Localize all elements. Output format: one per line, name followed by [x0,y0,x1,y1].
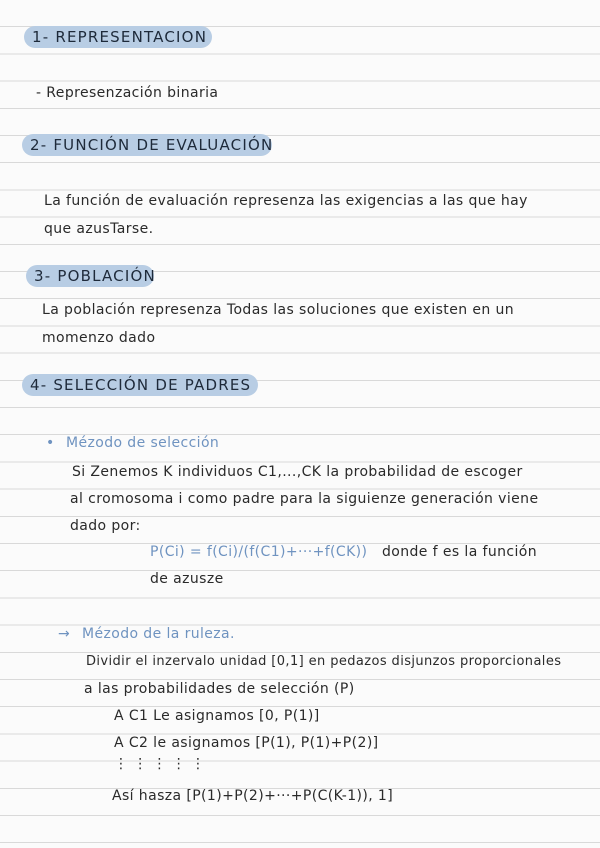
formula-tail: donde f es la función [382,544,538,560]
paragraph-1-line-1: Si Zenemos K individuos C1,...,CK la probabilidad de escoger [72,464,523,480]
assignment-row-2: A C2 le asignamos [P(1), P(1)+P(2)] [114,735,379,751]
assignment-row-1: A C1 Le asignamos [0, P(1)] [114,708,320,724]
section-1-body: - Represenzación binaria [36,85,219,101]
bullet-marker: • [46,435,55,451]
paragraph-2-line-1: Dividir el inzervalo unidad [0,1] en pedazos disjunzos proporcionales [86,654,562,669]
continuation-dots: ⋮ ⋮ ⋮ ⋮ ⋮ [114,756,206,772]
probability-formula: P(Ci) = f(Ci)/(f(C1)+···+f(CK)) [150,544,368,560]
section-2-title: 2- FUNCIÓN DE EVALUACIÓN [30,136,274,154]
subtitle-roulette-method: Mézodo de la ruleza. [82,626,235,642]
assignment-row-last: Así hasza [P(1)+P(2)+···+P(C(K-1)), 1] [112,788,394,804]
section-1-title: 1- REPRESENTACION [32,28,208,46]
subtitle-selection-method: Mézodo de selección [66,435,220,451]
paragraph-2-line-2: a las probabilidades de selección (P) [84,681,355,697]
section-2-line-1: La función de evaluación represenza las exigencias a las que hay [44,193,528,209]
section-2-line-2: que azusTarse. [44,221,154,237]
paragraph-1-line-2: al cromosoma i como padre para la siguienze generación viene [70,491,539,507]
section-3-title: 3- POBLACIÓN [34,267,156,285]
section-4-title: 4- SELECCIÓN DE PADRES [30,376,252,394]
paragraph-1-line-3: dado por: [70,518,141,534]
section-3-line-1: La población represenza Todas las soluciones que existen en un [42,302,515,318]
section-3-line-2: momenzo dado [42,330,156,346]
formula-line-2: de azusze [150,571,224,587]
arrow-icon: → [58,626,71,642]
